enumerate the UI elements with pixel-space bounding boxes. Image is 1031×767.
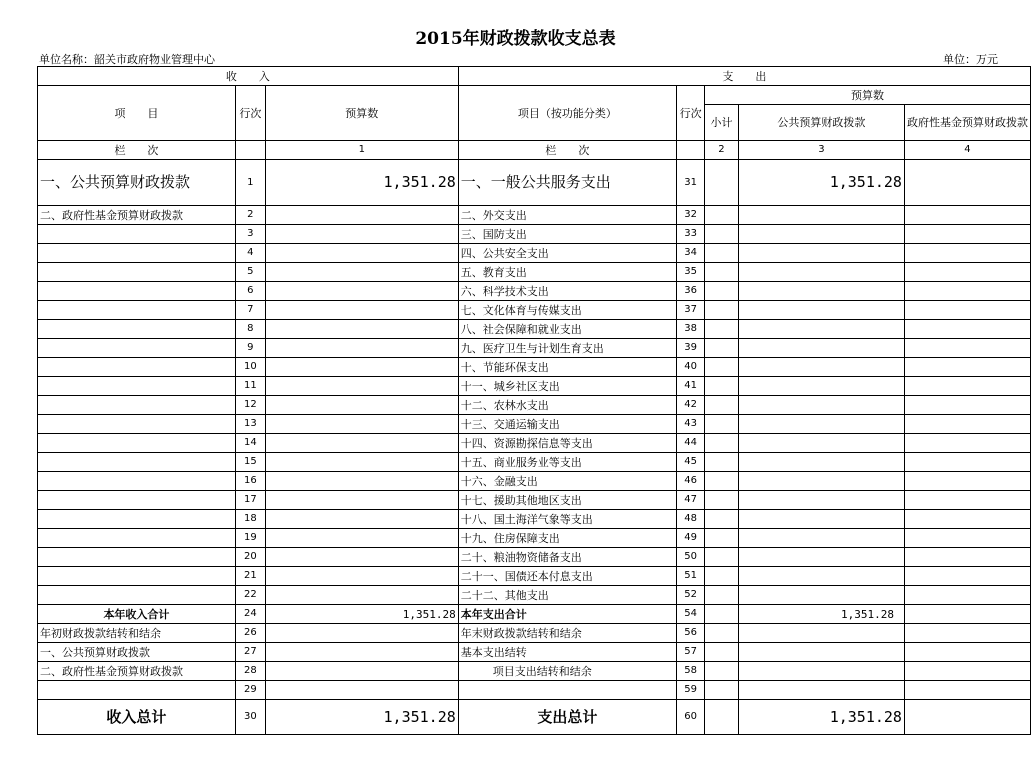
expense-row-no: 32 xyxy=(677,206,705,225)
expense-subtotal xyxy=(705,225,739,244)
income-item xyxy=(38,415,236,434)
income-budget xyxy=(265,681,458,700)
income-item xyxy=(38,377,236,396)
income-item xyxy=(38,434,236,453)
expense-subtotal xyxy=(705,206,739,225)
expense-item: 七、文化体育与传媒支出 xyxy=(458,301,676,320)
income-item xyxy=(38,358,236,377)
expense-gov-fund xyxy=(904,358,1030,377)
expense-gov-fund xyxy=(904,529,1030,548)
expense-gov-fund xyxy=(904,434,1030,453)
expense-subtotal xyxy=(705,358,739,377)
income-row-no: 17 xyxy=(235,491,265,510)
expense-item: 年末财政拨款结转和结余 xyxy=(458,624,676,643)
income-row-no: 15 xyxy=(235,453,265,472)
income-item: 收入总计 xyxy=(38,700,236,735)
page-title: 2015年财政拨款收支总表 xyxy=(415,29,616,49)
expense-public-budget xyxy=(738,358,904,377)
income-item: 本年收入合计 xyxy=(38,605,236,624)
income-item xyxy=(38,339,236,358)
expense-gov-fund xyxy=(904,586,1030,605)
income-row-no: 13 xyxy=(235,415,265,434)
expense-public-budget xyxy=(738,377,904,396)
income-budget xyxy=(265,472,458,491)
expense-row-no: 52 xyxy=(677,586,705,605)
expense-row-no: 34 xyxy=(677,244,705,263)
expense-subtotal xyxy=(705,396,739,415)
gov-fund-header: 政府性基金预算财政拨款 xyxy=(904,105,1030,141)
expense-row-no: 35 xyxy=(677,263,705,282)
table-row xyxy=(38,662,1031,681)
income-item xyxy=(38,529,236,548)
col-4: 4 xyxy=(904,141,1030,160)
income-row-no: 6 xyxy=(235,282,265,301)
expense-gov-fund xyxy=(904,491,1030,510)
income-row-no: 24 xyxy=(235,605,265,624)
expense-gov-fund xyxy=(904,225,1030,244)
expense-subtotal xyxy=(705,377,739,396)
income-item xyxy=(38,225,236,244)
expense-item: 十一、城乡社区支出 xyxy=(458,377,676,396)
income-budget xyxy=(265,301,458,320)
expense-row-no: 38 xyxy=(677,320,705,339)
expense-public-budget xyxy=(738,206,904,225)
income-budget xyxy=(265,244,458,263)
income-item xyxy=(38,244,236,263)
expense-item: 二十二、其他支出 xyxy=(458,586,676,605)
income-row-no: 29 xyxy=(235,681,265,700)
expense-row-no: 33 xyxy=(677,225,705,244)
income-budget xyxy=(265,510,458,529)
table-row xyxy=(38,358,1031,377)
expense-item xyxy=(458,681,676,700)
expense-public-budget xyxy=(738,681,904,700)
finance-table xyxy=(37,66,1031,735)
expense-subtotal xyxy=(705,681,739,700)
income-item xyxy=(38,263,236,282)
income-budget xyxy=(265,624,458,643)
income-row-no: 16 xyxy=(235,472,265,491)
table-row xyxy=(38,396,1031,415)
income-budget xyxy=(265,643,458,662)
income-item xyxy=(38,282,236,301)
income-item: 年初财政拨款结转和结余 xyxy=(38,624,236,643)
income-item xyxy=(38,491,236,510)
income-budget xyxy=(265,567,458,586)
expense-item: 八、社会保障和就业支出 xyxy=(458,320,676,339)
expense-item: 二十一、国债还本付息支出 xyxy=(458,567,676,586)
table-row xyxy=(38,586,1031,605)
table-row xyxy=(38,491,1031,510)
expense-public-budget xyxy=(738,529,904,548)
table-row xyxy=(38,567,1031,586)
expense-row-no: 47 xyxy=(677,491,705,510)
income-row-no: 14 xyxy=(235,434,265,453)
expense-row-no: 37 xyxy=(677,301,705,320)
expense-item: 五、教育支出 xyxy=(458,263,676,282)
income-row-no: 11 xyxy=(235,377,265,396)
table-row xyxy=(38,472,1031,491)
expense-public-budget xyxy=(738,320,904,339)
expense-public-budget xyxy=(738,244,904,263)
expense-subtotal xyxy=(705,282,739,301)
table-row xyxy=(38,320,1031,339)
income-item xyxy=(38,396,236,415)
expense-gov-fund xyxy=(904,301,1030,320)
expense-gov-fund xyxy=(904,244,1030,263)
income-row-no: 21 xyxy=(235,567,265,586)
table-row xyxy=(38,206,1031,225)
income-budget xyxy=(265,282,458,301)
expense-subtotal xyxy=(705,567,739,586)
expense-budget-header: 预算数 xyxy=(705,86,1031,105)
expense-gov-fund xyxy=(904,472,1030,491)
expense-item: 支出总计 xyxy=(458,700,676,735)
income-budget xyxy=(265,548,458,567)
expense-gov-fund xyxy=(904,396,1030,415)
expense-row-no: 45 xyxy=(677,453,705,472)
income-budget xyxy=(265,491,458,510)
table-row xyxy=(38,624,1031,643)
income-budget xyxy=(265,586,458,605)
income-row-no: 26 xyxy=(235,624,265,643)
expense-row-no: 39 xyxy=(677,339,705,358)
table-row xyxy=(38,377,1031,396)
expense-row-no: 57 xyxy=(677,643,705,662)
income-budget: 1,351.28 xyxy=(265,160,458,206)
income-budget xyxy=(265,358,458,377)
expense-gov-fund xyxy=(904,453,1030,472)
expense-row-no: 43 xyxy=(677,415,705,434)
income-budget xyxy=(265,662,458,681)
expense-subtotal xyxy=(705,263,739,282)
expense-public-budget xyxy=(738,415,904,434)
expense-item: 六、科学技术支出 xyxy=(458,282,676,301)
expense-subtotal xyxy=(705,548,739,567)
income-row-no: 5 xyxy=(235,263,265,282)
expense-gov-fund xyxy=(904,605,1030,624)
income-item xyxy=(38,586,236,605)
expense-public-budget xyxy=(738,301,904,320)
expense-subtotal xyxy=(705,643,739,662)
table-row xyxy=(38,415,1031,434)
income-header: 收 入 xyxy=(38,67,459,86)
expense-public-budget xyxy=(738,548,904,567)
expense-item: 十八、国土海洋气象等支出 xyxy=(458,510,676,529)
expense-row-no: 58 xyxy=(677,662,705,681)
income-row-no: 3 xyxy=(235,225,265,244)
table-row xyxy=(38,160,1031,206)
expense-row-no: 41 xyxy=(677,377,705,396)
expense-gov-fund xyxy=(904,700,1030,735)
expense-row-no: 31 xyxy=(677,160,705,206)
expense-item: 一、一般公共服务支出 xyxy=(458,160,676,206)
income-row-no: 27 xyxy=(235,643,265,662)
expense-subtotal xyxy=(705,301,739,320)
expense-item: 九、医疗卫生与计划生育支出 xyxy=(458,339,676,358)
expense-public-budget xyxy=(738,434,904,453)
expense-gov-fund xyxy=(904,206,1030,225)
expense-gov-fund xyxy=(904,548,1030,567)
expense-subtotal xyxy=(705,624,739,643)
income-item xyxy=(38,510,236,529)
income-budget xyxy=(265,529,458,548)
expense-subtotal xyxy=(705,586,739,605)
income-budget xyxy=(265,415,458,434)
expense-subtotal xyxy=(705,244,739,263)
income-row-no: 9 xyxy=(235,339,265,358)
income-row-no: 10 xyxy=(235,358,265,377)
table-row xyxy=(38,263,1031,282)
expense-row-no: 42 xyxy=(677,396,705,415)
table-row xyxy=(38,529,1031,548)
expense-row-no: 56 xyxy=(677,624,705,643)
table-row xyxy=(38,225,1031,244)
income-row-no: 4 xyxy=(235,244,265,263)
expense-gov-fund xyxy=(904,339,1030,358)
income-item: 一、公共预算财政拨款 xyxy=(38,643,236,662)
table-row xyxy=(38,700,1031,735)
table-row xyxy=(38,282,1031,301)
expense-gov-fund xyxy=(904,282,1030,301)
income-row-no: 20 xyxy=(235,548,265,567)
income-row-no: 28 xyxy=(235,662,265,681)
expense-public-budget xyxy=(738,567,904,586)
expense-item: 二十、粮油物资储备支出 xyxy=(458,548,676,567)
expense-row-no: 44 xyxy=(677,434,705,453)
expense-gov-fund xyxy=(904,567,1030,586)
income-rowno-header: 行次 xyxy=(235,86,265,141)
expense-subtotal xyxy=(705,529,739,548)
expense-public-budget: 1,351.28 xyxy=(738,605,904,624)
income-item xyxy=(38,681,236,700)
income-item xyxy=(38,472,236,491)
expense-item: 十九、住房保障支出 xyxy=(458,529,676,548)
income-item: 二、政府性基金预算财政拨款 xyxy=(38,206,236,225)
income-row-no: 1 xyxy=(235,160,265,206)
income-budget xyxy=(265,320,458,339)
income-budget-header: 预算数 xyxy=(265,86,458,141)
expense-gov-fund xyxy=(904,681,1030,700)
expense-public-budget: 1,351.28 xyxy=(738,160,904,206)
expense-row-no: 49 xyxy=(677,529,705,548)
unit-label: 单位：万元 xyxy=(943,53,998,66)
expense-row-no: 50 xyxy=(677,548,705,567)
expense-item: 基本支出结转 xyxy=(458,643,676,662)
table-row xyxy=(38,434,1031,453)
table-row xyxy=(38,244,1031,263)
income-budget xyxy=(265,339,458,358)
table-row xyxy=(38,510,1031,529)
expense-row-no: 36 xyxy=(677,282,705,301)
expense-subtotal xyxy=(705,662,739,681)
public-budget-header: 公共预算财政拨款 xyxy=(738,105,904,141)
income-row-no: 30 xyxy=(235,700,265,735)
expense-public-budget xyxy=(738,586,904,605)
income-item xyxy=(38,567,236,586)
col-1: 1 xyxy=(265,141,458,160)
table-row xyxy=(38,301,1031,320)
table-row xyxy=(38,681,1031,700)
income-budget xyxy=(265,453,458,472)
expense-gov-fund xyxy=(904,643,1030,662)
expense-subtotal xyxy=(705,320,739,339)
expense-gov-fund xyxy=(904,510,1030,529)
expense-public-budget xyxy=(738,643,904,662)
income-item xyxy=(38,453,236,472)
expense-subtotal xyxy=(705,510,739,529)
income-row-no: 18 xyxy=(235,510,265,529)
expense-item: 十六、金融支出 xyxy=(458,472,676,491)
income-row-no: 22 xyxy=(235,586,265,605)
expense-public-budget xyxy=(738,510,904,529)
income-row-no: 12 xyxy=(235,396,265,415)
lanci-income: 栏 次 xyxy=(38,141,236,160)
expense-public-budget xyxy=(738,282,904,301)
expense-row-no: 46 xyxy=(677,472,705,491)
expense-row-no: 48 xyxy=(677,510,705,529)
expense-item: 四、公共安全支出 xyxy=(458,244,676,263)
expense-row-no: 40 xyxy=(677,358,705,377)
expense-item: 十、节能环保支出 xyxy=(458,358,676,377)
expense-subtotal xyxy=(705,339,739,358)
expense-subtotal xyxy=(705,415,739,434)
subtotal-header: 小计 xyxy=(705,105,739,141)
col-2: 2 xyxy=(705,141,739,160)
expense-item: 三、国防支出 xyxy=(458,225,676,244)
income-budget xyxy=(265,434,458,453)
income-budget xyxy=(265,377,458,396)
expense-subtotal xyxy=(705,700,739,735)
table-row xyxy=(38,605,1031,624)
expense-subtotal xyxy=(705,453,739,472)
income-row-no: 2 xyxy=(235,206,265,225)
expense-gov-fund xyxy=(904,263,1030,282)
expense-row-no: 59 xyxy=(677,681,705,700)
income-item-header: 项 目 xyxy=(38,86,236,141)
expense-item: 本年支出合计 xyxy=(458,605,676,624)
expense-subtotal xyxy=(705,491,739,510)
expense-item: 十三、交通运输支出 xyxy=(458,415,676,434)
expense-item: 十二、农林水支出 xyxy=(458,396,676,415)
table-row xyxy=(38,548,1031,567)
expense-item-header: 项目（按功能分类） xyxy=(458,86,676,141)
expense-gov-fund xyxy=(904,320,1030,339)
income-row-no: 8 xyxy=(235,320,265,339)
expense-public-budget: 1,351.28 xyxy=(738,700,904,735)
expense-gov-fund xyxy=(904,160,1030,206)
expense-gov-fund xyxy=(904,662,1030,681)
lanci-expense: 栏 次 xyxy=(458,141,676,160)
expense-public-budget xyxy=(738,396,904,415)
income-budget: 1,351.28 xyxy=(265,700,458,735)
income-item xyxy=(38,548,236,567)
expense-item: 十五、商业服务业等支出 xyxy=(458,453,676,472)
expense-header: 支 出 xyxy=(458,67,1030,86)
expense-gov-fund xyxy=(904,415,1030,434)
expense-item: 二、外交支出 xyxy=(458,206,676,225)
lanci-blank xyxy=(677,141,705,160)
expense-public-budget xyxy=(738,491,904,510)
expense-item: 十七、援助其他地区支出 xyxy=(458,491,676,510)
expense-subtotal xyxy=(705,160,739,206)
expense-public-budget xyxy=(738,263,904,282)
income-budget xyxy=(265,206,458,225)
income-budget xyxy=(265,263,458,282)
income-row-no: 7 xyxy=(235,301,265,320)
expense-rowno-header: 行次 xyxy=(677,86,705,141)
table-row xyxy=(38,453,1031,472)
expense-item: 十四、资源勘探信息等支出 xyxy=(458,434,676,453)
expense-row-no: 60 xyxy=(677,700,705,735)
expense-subtotal xyxy=(705,472,739,491)
income-item xyxy=(38,301,236,320)
expense-public-budget xyxy=(738,472,904,491)
expense-subtotal xyxy=(705,434,739,453)
expense-subtotal xyxy=(705,605,739,624)
income-budget: 1,351.28 xyxy=(265,605,458,624)
expense-item: 项目支出结转和结余 xyxy=(458,662,676,681)
income-item: 二、政府性基金预算财政拨款 xyxy=(38,662,236,681)
unit-name: 单位名称：韶关市政府物业管理中心 xyxy=(39,53,215,66)
expense-public-budget xyxy=(738,662,904,681)
expense-public-budget xyxy=(738,225,904,244)
income-budget xyxy=(265,396,458,415)
income-item: 一、公共预算财政拨款 xyxy=(38,160,236,206)
expense-public-budget xyxy=(738,339,904,358)
table-row xyxy=(38,339,1031,358)
expense-public-budget xyxy=(738,453,904,472)
expense-gov-fund xyxy=(904,377,1030,396)
income-row-no: 19 xyxy=(235,529,265,548)
expense-row-no: 51 xyxy=(677,567,705,586)
table-row xyxy=(38,643,1031,662)
income-item xyxy=(38,320,236,339)
income-budget xyxy=(265,225,458,244)
lanci-blank xyxy=(235,141,265,160)
expense-public-budget xyxy=(738,624,904,643)
expense-row-no: 54 xyxy=(677,605,705,624)
col-3: 3 xyxy=(738,141,904,160)
expense-gov-fund xyxy=(904,624,1030,643)
